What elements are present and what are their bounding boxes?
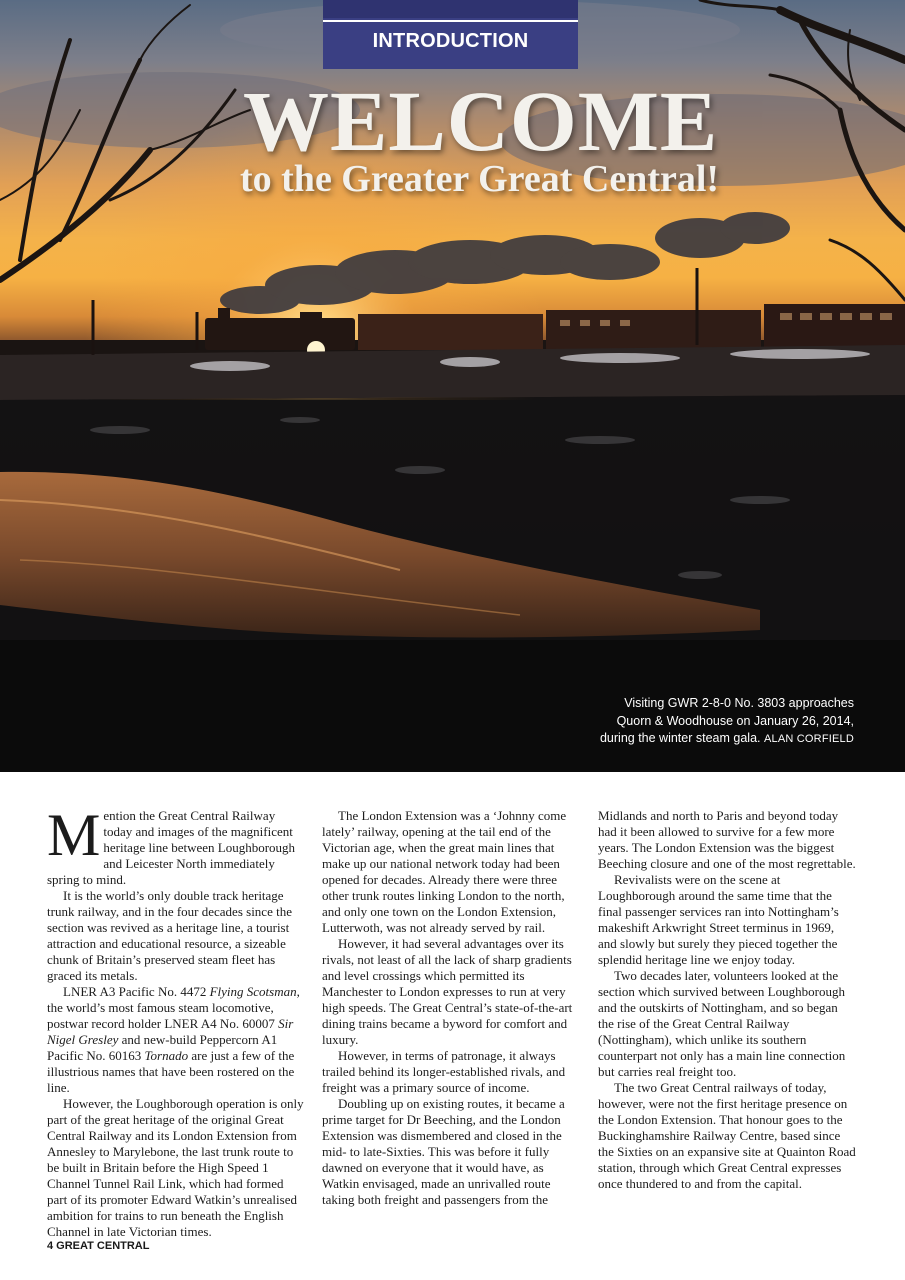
paragraph: Revivalists were on the scene at Loughborough around the same time that the final passenger services ran into Nottingham’s makeshift Arkwright Street terminus in 1969, and slowly but surely they pieced together the splendid heritage line we enjoy today. bbox=[598, 872, 839, 967]
text-column-3 bbox=[598, 808, 856, 1192]
photo-credit: ALAN CORFIELD bbox=[763, 733, 854, 745]
paragraph-text: , the world’s most famous steam locomotive, postwar record holder LNER A4 No. 60007 bbox=[47, 984, 300, 1031]
paragraph bbox=[47, 802, 305, 888]
locomotive-name: Sir Nigel Gresley bbox=[47, 1016, 294, 1047]
text-column-2 bbox=[322, 808, 580, 1208]
paragraph-text: and new-build Peppercorn A1 Pacific No. 60163 bbox=[47, 1032, 278, 1063]
caption-line: Visiting GWR 2-8-0 No. 3803 approaches bbox=[624, 696, 854, 710]
paragraph: Midlands and north to Paris and beyond today had it been allowed to survive for a few more years. The London Extension was the biggest Beeching closure and one of the most regrettable. bbox=[598, 808, 856, 871]
section-tab bbox=[323, 0, 578, 69]
drop-cap: M bbox=[47, 802, 101, 868]
paragraph: The London Extension was a ‘Johnny come lately’ railway, opening at the tail end of the Victorian age, when the great main lines that make up our national network today had been opened for decades. Already there were three other trunk routes linking London to the north, and only one town on the London Extension, Lutterwoth, was not already served by rail. bbox=[322, 808, 567, 935]
paragraph bbox=[47, 984, 305, 1096]
paragraph: However, in terms of patronage, it always trailed behind its longer-established rivals, and freight was a primary source of income. bbox=[322, 1048, 566, 1095]
section-label: INTRODUCTION bbox=[372, 30, 529, 52]
paragraph-text: ention the Great Central Railway today and images of the magnificent heritage line between Loughborough and Leicester North immediately spring to mind. bbox=[47, 808, 296, 887]
headline-subtitle: to the Greater Great Central! bbox=[240, 158, 720, 200]
paragraph: However, the Loughborough operation is only part of the great heritage of the original Great Central Railway and its London Extension from Annesley to Marylebone, the last trunk route to be built in Britain before the High Speed 1 Channel Tunnel Rail Link, which had formed part of its promoter Edward Watkin’s unrealised ambition for trains to run beneath the English Channel in late Victorian times. bbox=[47, 1096, 304, 1239]
caption-line bbox=[534, 730, 854, 749]
paragraph-text: LNER A3 Pacific No. 4472 bbox=[63, 984, 210, 999]
caption-text: during the winter steam gala. bbox=[599, 731, 761, 745]
paragraph: The two Great Central railways of today, however, were not the first heritage presence on the London Extension. That honour goes to the Buckinghamshire Railway Centre, based since the Sixties on an expansive site at Quainton Road station, through which Great Central expresses once thundered to and from the capital. bbox=[598, 1080, 856, 1191]
locomotive-name: Flying Scotsman bbox=[209, 984, 297, 999]
locomotive-name: Tornado bbox=[144, 1048, 189, 1063]
caption-line: Quorn & Woodhouse on January 26, 2014, bbox=[616, 713, 854, 728]
photo-caption bbox=[534, 695, 854, 749]
paragraph: It is the world’s only double track heritage trunk railway, and in the four decades since the section was revived as a heritage line, a tourist attraction and educational resource, a sizeable chunk of Britain’s preserved steam fleet has graced its metals. bbox=[47, 888, 292, 983]
headline-title: WELCOME bbox=[243, 73, 719, 169]
paragraph-text: are just a few of the illustrious names that have been rostered on the line. bbox=[47, 1048, 295, 1095]
page-folio: 4 GREAT CENTRAL bbox=[47, 1240, 150, 1252]
paragraph: Two decades later, volunteers looked at the section which survived between Loughborough and the outskirts of Nottingham, and so began the rise of the Great Central Railway (Nottingham), which unlike its southern counterpart not only has a main line connection but carries real freight too. bbox=[598, 968, 846, 1079]
paragraph: Doubling up on existing routes, it became a prime target for Dr Beeching, and the London Extension was dismembered and closed in the mid- to late-Sixties. This was before it fully dawned on everyone that it would have, as Watkin envisaged, made an unrivalled route taking both freight and passengers from the bbox=[322, 1096, 565, 1207]
paragraph: However, it had several advantages over its rivals, not least of all the lack of sharp gradients and level crossings which permitted its Manchester to London expresses to run at very high speeds. The Great Central’s state-of-the-art dining trains became a byword for comfort and luxury. bbox=[322, 936, 573, 1047]
text-column-1 bbox=[47, 802, 305, 1240]
